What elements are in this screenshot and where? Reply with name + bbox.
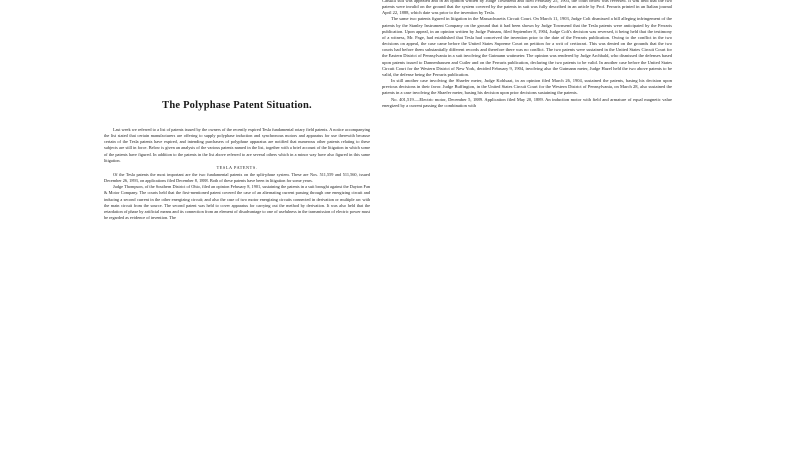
shaefer-paragraph: In still another case involving the Shaefer meter, Judge Kohlsaat, in an opinion filed March 26, 1904, sustained the patents, basing his decision upon previous decisions in their favor. Judge Buffington, in the United States Circuit Court for the Western District of Pennsylvania, on March 28, also sustained the patents in a case involving the Shaefer meter, basing his decision upon prior decisions sustaining the patents. [382, 78, 672, 96]
right-column [382, 0, 672, 109]
left-column [104, 0, 370, 221]
intro-paragraph: Last week we referred to a list of patents issued by the owners of the recently expired Tesla fundamental rotary field patents. A notice accompanying the list stated that certain manufacturers are offering to supply polyphase induction and synchronous motors and apparatus for use therewith because certain of the Tesla patents have expired, and intending purchasers of polyphase apparatus are notified that numerous other patents relating to these subjects are still in force. Below is given an analysis of the various patents named in the list, together with a brief account of the litigation in which some of the patents have figured. In addition to the patents in the list above referred to are several others which in a minor way have also figured in this same litigation. [104, 127, 370, 163]
article-title: The Polyphase Patent Situation. [162, 100, 312, 111]
patent-401519-paragraph: No. 401,519.—Electric motor, December 5, 1889. Application filed May 20, 1889. An induction motor with field and armature of equal magnetic value energized by a current passing the combination with [382, 96, 672, 108]
massachusetts-paragraph: The same two patents figured in litigation in the Massachusetts Circuit Court. On March 11, 1903, Judge Colt dismissed a bill alleging infringement of the patents by the Stanley Instrument Company on the ground that it had been shown by Judge Townsend that the Tesla patents were anticipated by the Ferraris publication. Upon appeal, in an opinion written by Judge Putnam, filed September 8, 1904, Judge Colt's decision was reversed, it being held that the testimony of a witness, Mr. Page, had established that Tesla had conceived the invention prior to the date of the Ferraris publication. Owing to the conflict in the two decisions on appeal, the case came before the United States Supreme Court on petition for a writ of certiorari. This was denied on the grounds that the two courts had before them substantially different records and therefore there was no conflict. The two patents were sustained in the United States Circuit Court for the Eastern District of Pennsylvania in a suit involving the Gutmann wattmeter. The opinion was rendered by Judge Archbald, who dismissed the defenses based upon patents issued to Dannenhausen and Cutler and on the Ferraris publication, declaring the two patents to be valid. In another case before the United States Circuit Court for the Western District of New York, decided February 9, 1904, involving also the Gutmann meter, Judge Hazel held the two above patents to be valid, the defense being the Ferraris publication. [382, 16, 672, 77]
tesla-patents-paragraph: Of the Tesla patents the most important are the two fundamental patents on the split-phase system. These are Nos. 511,559 and 511,560, issued December 26, 1893, on applications filed December 8, 1888. Both of these patents have been in litigation for some years. [104, 171, 370, 184]
section-subhead: TESLA PATENTS. [216, 164, 258, 170]
catskill-paragraph: Catskill suit was appealed and in an opinion written by Judge Townsend and filed February 25, 1903, the court below was reversed. It was held that the two patents were invalid on the ground that the system covered by the patents in suit was fully described in an article by Prof. Ferraris printed in an Italian journal April 22, 1888, which date was prior to the invention by Tesla. [382, 0, 672, 16]
thompson-opinion-paragraph: Judge Thompson, of the Southern District of Ohio, filed an opinion February 8, 1901, sustaining the patents in a suit brought against the Dayton Fan & Motor Company. The courts held that the first-mentioned patent covered the case of an alternating current passing through one energizing circuit and inducing a second current in the other energizing circuit; and also the case of two motor energizing circuits connected in derivation or multiple arc with the main circuit from the source. The second patent was held to cover apparatus for carrying out the method by derivation. It was also held that the retardation of phase by artificial means and its connection from an element of disadvantage to one of usefulness in the transmission of electric power must be regarded as evidence of invention. The [104, 184, 370, 221]
